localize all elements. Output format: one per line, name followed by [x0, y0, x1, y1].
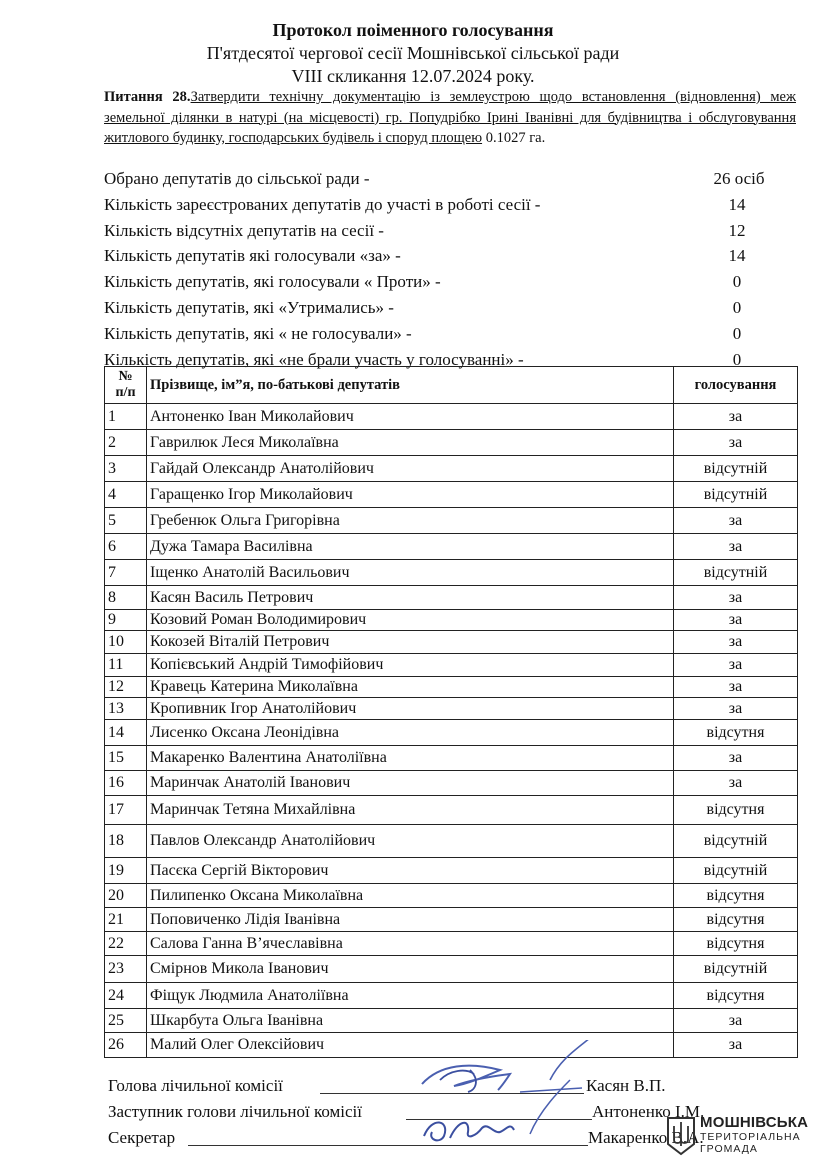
vote-result: за: [674, 508, 798, 534]
table-row: [105, 825, 798, 858]
deputy-name: Гаврилюк Леся Миколаївна: [147, 430, 674, 456]
vote-result: за: [674, 586, 798, 610]
stat-row: [104, 218, 804, 244]
deputy-name: Гребенюк Ольга Григорівна: [147, 508, 674, 534]
vote-result: відсутня: [674, 908, 798, 932]
vote-result: за: [674, 631, 798, 654]
deputy-name: Кокозей Віталій Петрович: [147, 631, 674, 654]
stat-row: [104, 192, 804, 218]
column-header-number: [105, 367, 147, 404]
vote-result: за: [674, 610, 798, 631]
deputy-role: Заступник голови лічильної комісії: [108, 1102, 363, 1121]
table-row: [105, 858, 798, 884]
stat-label: Кількість відсутніх депутатів на сесії -: [104, 220, 384, 240]
secretary-name: Макаренко В.А.: [588, 1128, 704, 1147]
row-number: 13: [105, 698, 147, 720]
question-text: Затвердити технічну документацію із землеустрою щодо встановлення (відновлення) меж земельної ділянки в натурі (на місцевості) гр. Попудрібко Ірині Іванівні для будівництва і обслуговування житлового будинку, господарських будівель і споруд площею: [104, 89, 796, 146]
table-body: [105, 404, 798, 1058]
table-row: [105, 908, 798, 932]
stat-row: [104, 295, 804, 321]
stat-value: 12: [728, 220, 746, 240]
secretary-role: Секретар: [108, 1128, 176, 1147]
watermark-line3: ГРОМАДА: [700, 1143, 758, 1155]
trident-emblem-icon: [666, 1116, 696, 1156]
row-number: 7: [105, 560, 147, 586]
deputy-name: Смірнов Микола Іванович: [147, 956, 674, 983]
row-number: 21: [105, 908, 147, 932]
vote-result: відсутня: [674, 796, 798, 825]
column-number-line2: п/п: [115, 385, 136, 400]
deputy-name: Кравець Катерина Миколаївна: [147, 677, 674, 698]
row-number: 1: [105, 404, 147, 430]
stat-label: Кількість депутатів, які « не голосували» -: [104, 323, 412, 343]
table-row: [105, 586, 798, 610]
watermark-line2: ТЕРИТОРІАЛЬНА: [700, 1131, 801, 1143]
deputy-name: Антоненко І.М.: [592, 1102, 705, 1121]
deputy-name: Лисенко Оксана Леонідівна: [147, 720, 674, 746]
document-title: Протокол поіменного голосування: [272, 20, 554, 40]
deputy-name: Іщенко Анатолій Васильович: [147, 560, 674, 586]
chair-role: Голова лічильної комісії: [108, 1076, 283, 1095]
row-number: 17: [105, 796, 147, 825]
table-row: [105, 482, 798, 508]
table-row: [105, 560, 798, 586]
row-number: 24: [105, 983, 147, 1009]
table-row: [105, 456, 798, 482]
deputy-name: Малий Олег Олексійович: [147, 1033, 674, 1058]
deputy-name: Маринчак Анатолій Іванович: [147, 771, 674, 796]
column-header-vote: голосування: [674, 367, 798, 404]
row-number: 6: [105, 534, 147, 560]
community-watermark: [700, 1115, 808, 1155]
row-number: 4: [105, 482, 147, 508]
row-number: 9: [105, 610, 147, 631]
row-number: 23: [105, 956, 147, 983]
table-row: [105, 404, 798, 430]
table-row: [105, 884, 798, 908]
row-number: 16: [105, 771, 147, 796]
row-number: 2: [105, 430, 147, 456]
session-title: П'ятдесятої чергової сесії Мошнівської сільської ради: [206, 43, 620, 63]
stat-value: 0: [732, 349, 742, 369]
stat-row: [104, 243, 804, 269]
table-row: [105, 654, 798, 677]
vote-result: за: [674, 404, 798, 430]
stat-value: 14: [728, 194, 746, 214]
row-number: 26: [105, 1033, 147, 1058]
stat-value: 14: [728, 246, 746, 266]
deputy-name: Макаренко Валентина Анатоліївна: [147, 746, 674, 771]
table-row: [105, 698, 798, 720]
deputy-name: Дужа Тамара Василівна: [147, 534, 674, 560]
deputy-name: Пасєка Сергій Вікторович: [147, 858, 674, 884]
vote-result: за: [674, 534, 798, 560]
vote-result: відсутній: [674, 482, 798, 508]
vote-result: за: [674, 1033, 798, 1058]
vote-result: за: [674, 677, 798, 698]
deputy-name: Касян Василь Петрович: [147, 586, 674, 610]
vote-result: відсутній: [674, 858, 798, 884]
stat-value: 0: [732, 323, 742, 343]
column-header-name: Прізвище, ім”я, по-батькові депутатів: [147, 367, 674, 404]
question-label: Питання 28.: [104, 89, 191, 105]
deputy-name: Павлов Олександр Анатолійович: [147, 825, 674, 858]
row-number: 19: [105, 858, 147, 884]
stat-label: Кількість депутатів, які «Утримались» -: [104, 297, 394, 317]
stat-value: 0: [732, 297, 742, 317]
deputy-name: Гаращенко Ігор Миколайович: [147, 482, 674, 508]
vote-result: відсутній: [674, 560, 798, 586]
table-row: [105, 796, 798, 825]
vote-statistics: [104, 166, 804, 372]
vote-result: за: [674, 1009, 798, 1033]
chair-name: Касян В.П.: [586, 1076, 666, 1095]
row-number: 25: [105, 1009, 147, 1033]
deputy-name: Антоненко Іван Миколайович: [147, 404, 674, 430]
table-header-row: [105, 367, 798, 404]
table-row: [105, 771, 798, 796]
deputy-name: Гайдай Олександр Анатолійович: [147, 456, 674, 482]
vote-result: відсутня: [674, 932, 798, 956]
table-row: [105, 932, 798, 956]
stat-value: 26 осіб: [713, 169, 765, 188]
convocation-date: VIII скликання 12.07.2024 року.: [291, 66, 535, 86]
deputy-name: Кропивник Ігор Анатолійович: [147, 698, 674, 720]
vote-result: відсутня: [674, 884, 798, 908]
table-row: [105, 746, 798, 771]
stat-label: Кількість депутатів, які «не брали участь у голосуванні» -: [104, 349, 524, 369]
deputy-name: Пилипенко Оксана Миколаївна: [147, 884, 674, 908]
table-row: [105, 1009, 798, 1033]
handwritten-signatures: [410, 1040, 610, 1160]
stat-row: [104, 166, 804, 192]
vote-result: відсутня: [674, 720, 798, 746]
vote-result: відсутній: [674, 956, 798, 983]
stat-row: [104, 269, 804, 295]
table-row: [105, 631, 798, 654]
vote-result: за: [674, 654, 798, 677]
document-header: [0, 18, 826, 88]
vote-result: відсутній: [674, 825, 798, 858]
stat-label: Кількість зареєстрованих депутатів до участі в роботі сесії -: [104, 194, 541, 214]
stat-label: Обрано депутатів до сільської ради -: [104, 169, 370, 188]
table-row: [105, 956, 798, 983]
table-row: [105, 677, 798, 698]
table-row: [105, 430, 798, 456]
vote-result: за: [674, 746, 798, 771]
row-number: 11: [105, 654, 147, 677]
question-area: 0.1027 га.: [485, 130, 546, 146]
deputy-name: Шкарбута Ольга Іванівна: [147, 1009, 674, 1033]
deputy-name: Салова Ганна В’ячеславівна: [147, 932, 674, 956]
row-number: 8: [105, 586, 147, 610]
row-number: 3: [105, 456, 147, 482]
deputy-name: Козовий Роман Володимирович: [147, 610, 674, 631]
deputy-name: Поповиченко Лідія Іванівна: [147, 908, 674, 932]
column-number-line1: №: [118, 369, 133, 384]
row-number: 15: [105, 746, 147, 771]
roll-call-table: [104, 366, 798, 1058]
row-number: 5: [105, 508, 147, 534]
vote-result: за: [674, 430, 798, 456]
watermark-line1: МОШНІВСЬКА: [700, 1114, 809, 1131]
deputy-name: Фіщук Людмила Анатоліївна: [147, 983, 674, 1009]
stat-label: Кількість депутатів які голосували «за» -: [104, 246, 401, 266]
vote-result: за: [674, 698, 798, 720]
stat-value: 0: [732, 272, 742, 292]
table-row: [105, 508, 798, 534]
row-number: 22: [105, 932, 147, 956]
table-row: [105, 534, 798, 560]
stat-label: Кількість депутатів, які голосували « Проти» -: [104, 272, 441, 292]
row-number: 10: [105, 631, 147, 654]
agenda-question: [104, 87, 796, 149]
vote-result: за: [674, 771, 798, 796]
row-number: 20: [105, 884, 147, 908]
vote-result: відсутній: [674, 456, 798, 482]
deputy-name: Копієвський Андрій Тимофійович: [147, 654, 674, 677]
stat-row: [104, 321, 804, 347]
vote-result: відсутня: [674, 983, 798, 1009]
table-row: [105, 983, 798, 1009]
row-number: 12: [105, 677, 147, 698]
table-row: [105, 610, 798, 631]
deputy-name: Маринчак Тетяна Михайлівна: [147, 796, 674, 825]
row-number: 14: [105, 720, 147, 746]
row-number: 18: [105, 825, 147, 858]
table-row: [105, 720, 798, 746]
